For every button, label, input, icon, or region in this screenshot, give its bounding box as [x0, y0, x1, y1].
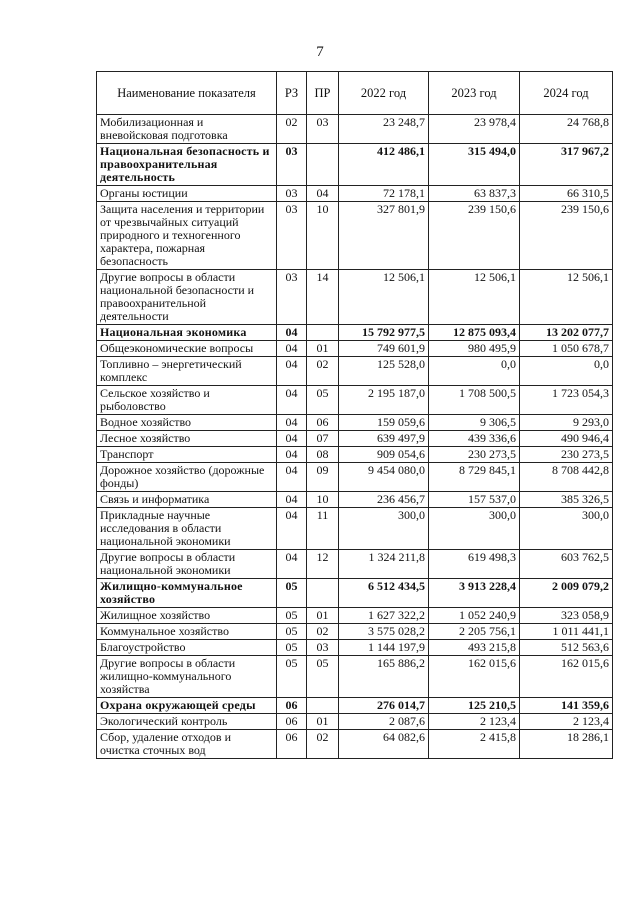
cell-rz: 03	[277, 270, 307, 325]
cell-name: Коммунальное хозяйство	[97, 624, 277, 640]
cell-pr: 10	[307, 202, 339, 270]
cell-2024: 12 506,1	[520, 270, 613, 325]
cell-2023: 230 273,5	[429, 447, 520, 463]
cell-2024: 317 967,2	[520, 144, 613, 186]
cell-rz: 02	[277, 115, 307, 144]
cell-pr	[307, 698, 339, 714]
cell-rz: 04	[277, 386, 307, 415]
cell-2023: 493 215,8	[429, 640, 520, 656]
cell-name: Жилищное хозяйство	[97, 608, 277, 624]
cell-pr: 09	[307, 463, 339, 492]
cell-rz: 04	[277, 431, 307, 447]
cell-2022: 2 195 187,0	[339, 386, 429, 415]
cell-2022: 23 248,7	[339, 115, 429, 144]
cell-rz: 04	[277, 550, 307, 579]
cell-2022: 1 144 197,9	[339, 640, 429, 656]
cell-2022: 412 486,1	[339, 144, 429, 186]
cell-2023: 1 708 500,5	[429, 386, 520, 415]
cell-rz: 05	[277, 624, 307, 640]
cell-name: Общеэкономические вопросы	[97, 341, 277, 357]
cell-2023: 12 875 093,4	[429, 325, 520, 341]
cell-2023: 162 015,6	[429, 656, 520, 698]
cell-name: Топливно – энергетический комплекс	[97, 357, 277, 386]
cell-2024: 2 123,4	[520, 714, 613, 730]
cell-pr: 01	[307, 608, 339, 624]
cell-rz: 04	[277, 415, 307, 431]
cell-2023: 3 913 228,4	[429, 579, 520, 608]
cell-2023: 2 415,8	[429, 730, 520, 759]
cell-name: Другие вопросы в области национальной безопасности и правоохранительной деятельности	[97, 270, 277, 325]
cell-pr: 10	[307, 492, 339, 508]
table-row	[97, 447, 613, 463]
cell-2022: 2 087,6	[339, 714, 429, 730]
cell-rz: 05	[277, 579, 307, 608]
cell-2022: 1 627 322,2	[339, 608, 429, 624]
cell-2023: 12 506,1	[429, 270, 520, 325]
cell-2023: 8 729 845,1	[429, 463, 520, 492]
cell-2022: 639 497,9	[339, 431, 429, 447]
cell-2024: 239 150,6	[520, 202, 613, 270]
cell-2024: 2 009 079,2	[520, 579, 613, 608]
cell-rz: 04	[277, 325, 307, 341]
table-row	[97, 115, 613, 144]
table-row	[97, 492, 613, 508]
cell-rz: 06	[277, 698, 307, 714]
cell-name: Прикладные научные исследования в области национальной экономики	[97, 508, 277, 550]
cell-2023: 439 336,6	[429, 431, 520, 447]
cell-2023: 2 123,4	[429, 714, 520, 730]
cell-pr: 06	[307, 415, 339, 431]
cell-2024: 490 946,4	[520, 431, 613, 447]
table-section-row	[97, 698, 613, 714]
table-section-row	[97, 144, 613, 186]
cell-pr: 01	[307, 341, 339, 357]
cell-name: Жилищно-коммунальное хозяйство	[97, 579, 277, 608]
table-row	[97, 608, 613, 624]
cell-name: Мобилизационная и вневойсковая подготовка	[97, 115, 277, 144]
cell-name: Сбор, удаление отходов и очистка сточных вод	[97, 730, 277, 759]
cell-name: Экологический контроль	[97, 714, 277, 730]
cell-2022: 276 014,7	[339, 698, 429, 714]
table-row	[97, 550, 613, 579]
cell-2024: 13 202 077,7	[520, 325, 613, 341]
cell-2023: 23 978,4	[429, 115, 520, 144]
cell-rz: 04	[277, 492, 307, 508]
cell-2023: 980 495,9	[429, 341, 520, 357]
cell-2024: 8 708 442,8	[520, 463, 613, 492]
cell-2023: 239 150,6	[429, 202, 520, 270]
table-body	[97, 115, 613, 759]
cell-rz: 04	[277, 341, 307, 357]
cell-2022: 12 506,1	[339, 270, 429, 325]
cell-2024: 24 768,8	[520, 115, 613, 144]
table-row	[97, 386, 613, 415]
cell-2024: 0,0	[520, 357, 613, 386]
cell-pr: 12	[307, 550, 339, 579]
cell-2022: 749 601,9	[339, 341, 429, 357]
cell-pr: 02	[307, 730, 339, 759]
cell-2023: 2 205 756,1	[429, 624, 520, 640]
table-row	[97, 463, 613, 492]
cell-2023: 9 306,5	[429, 415, 520, 431]
cell-2023: 619 498,3	[429, 550, 520, 579]
cell-2023: 315 494,0	[429, 144, 520, 186]
cell-pr: 03	[307, 115, 339, 144]
cell-2024: 230 273,5	[520, 447, 613, 463]
cell-rz: 05	[277, 656, 307, 698]
cell-pr	[307, 579, 339, 608]
cell-2024: 1 011 441,1	[520, 624, 613, 640]
table-header-row	[97, 72, 613, 115]
cell-2022: 3 575 028,2	[339, 624, 429, 640]
cell-2022: 125 528,0	[339, 357, 429, 386]
cell-rz: 03	[277, 202, 307, 270]
cell-2022: 909 054,6	[339, 447, 429, 463]
cell-name: Сельское хозяйство и рыболовство	[97, 386, 277, 415]
cell-2022: 159 059,6	[339, 415, 429, 431]
cell-rz: 04	[277, 447, 307, 463]
cell-name: Органы юстиции	[97, 186, 277, 202]
table-row	[97, 431, 613, 447]
cell-pr: 14	[307, 270, 339, 325]
cell-name: Благоустройство	[97, 640, 277, 656]
cell-name: Другие вопросы в области национальной экономики	[97, 550, 277, 579]
cell-pr: 04	[307, 186, 339, 202]
table-row	[97, 656, 613, 698]
cell-pr: 05	[307, 656, 339, 698]
cell-name: Дорожное хозяйство (дорожные фонды)	[97, 463, 277, 492]
cell-name: Водное хозяйство	[97, 415, 277, 431]
cell-rz: 06	[277, 714, 307, 730]
cell-rz: 04	[277, 463, 307, 492]
table-row	[97, 624, 613, 640]
cell-rz: 03	[277, 186, 307, 202]
cell-name: Лесное хозяйство	[97, 431, 277, 447]
cell-2022: 72 178,1	[339, 186, 429, 202]
header-rz: РЗ	[277, 72, 307, 115]
cell-rz: 05	[277, 640, 307, 656]
table-row	[97, 341, 613, 357]
cell-2022: 64 082,6	[339, 730, 429, 759]
cell-2024: 66 310,5	[520, 186, 613, 202]
cell-2022: 6 512 434,5	[339, 579, 429, 608]
cell-name: Защита населения и территории от чрезвычайных ситуаций природного и техногенного характера, пожарная безопасность	[97, 202, 277, 270]
header-name: Наименование показателя	[97, 72, 277, 115]
cell-pr: 02	[307, 357, 339, 386]
cell-2023: 63 837,3	[429, 186, 520, 202]
cell-pr: 08	[307, 447, 339, 463]
cell-pr: 07	[307, 431, 339, 447]
cell-2022: 236 456,7	[339, 492, 429, 508]
cell-name: Охрана окружающей среды	[97, 698, 277, 714]
cell-2024: 385 326,5	[520, 492, 613, 508]
cell-2024: 162 015,6	[520, 656, 613, 698]
header-2024: 2024 год	[520, 72, 613, 115]
header-2022: 2022 год	[339, 72, 429, 115]
cell-rz: 04	[277, 357, 307, 386]
cell-2022: 165 886,2	[339, 656, 429, 698]
table-row	[97, 415, 613, 431]
cell-2022: 9 454 080,0	[339, 463, 429, 492]
cell-2023: 0,0	[429, 357, 520, 386]
cell-2024: 9 293,0	[520, 415, 613, 431]
cell-2023: 300,0	[429, 508, 520, 550]
table-row	[97, 714, 613, 730]
cell-2024: 323 058,9	[520, 608, 613, 624]
cell-2023: 125 210,5	[429, 698, 520, 714]
table-row	[97, 357, 613, 386]
budget-table	[96, 71, 613, 759]
table-row	[97, 270, 613, 325]
cell-pr	[307, 325, 339, 341]
cell-2022: 327 801,9	[339, 202, 429, 270]
page-number: 7	[316, 44, 324, 60]
table-row	[97, 186, 613, 202]
cell-name: Национальная экономика	[97, 325, 277, 341]
cell-2024: 18 286,1	[520, 730, 613, 759]
cell-rz: 04	[277, 508, 307, 550]
cell-rz: 06	[277, 730, 307, 759]
cell-name: Национальная безопасность и правоохранительная деятельность	[97, 144, 277, 186]
cell-2024: 603 762,5	[520, 550, 613, 579]
table-section-row	[97, 325, 613, 341]
cell-name: Связь и информатика	[97, 492, 277, 508]
header-2023: 2023 год	[429, 72, 520, 115]
cell-2024: 1 050 678,7	[520, 341, 613, 357]
cell-2023: 1 052 240,9	[429, 608, 520, 624]
cell-pr: 01	[307, 714, 339, 730]
cell-name: Другие вопросы в области жилищно-коммунального хозяйства	[97, 656, 277, 698]
cell-2024: 512 563,6	[520, 640, 613, 656]
table-row	[97, 202, 613, 270]
cell-2022: 300,0	[339, 508, 429, 550]
cell-2022: 1 324 211,8	[339, 550, 429, 579]
cell-rz: 03	[277, 144, 307, 186]
header-pr: ПР	[307, 72, 339, 115]
table-row	[97, 640, 613, 656]
cell-2024: 141 359,6	[520, 698, 613, 714]
table-row	[97, 730, 613, 759]
cell-2024: 1 723 054,3	[520, 386, 613, 415]
cell-pr	[307, 144, 339, 186]
cell-pr: 11	[307, 508, 339, 550]
cell-name: Транспорт	[97, 447, 277, 463]
cell-2024: 300,0	[520, 508, 613, 550]
cell-pr: 05	[307, 386, 339, 415]
cell-2023: 157 537,0	[429, 492, 520, 508]
cell-pr: 03	[307, 640, 339, 656]
cell-rz: 05	[277, 608, 307, 624]
cell-pr: 02	[307, 624, 339, 640]
cell-2022: 15 792 977,5	[339, 325, 429, 341]
table-section-row	[97, 579, 613, 608]
table-row	[97, 508, 613, 550]
